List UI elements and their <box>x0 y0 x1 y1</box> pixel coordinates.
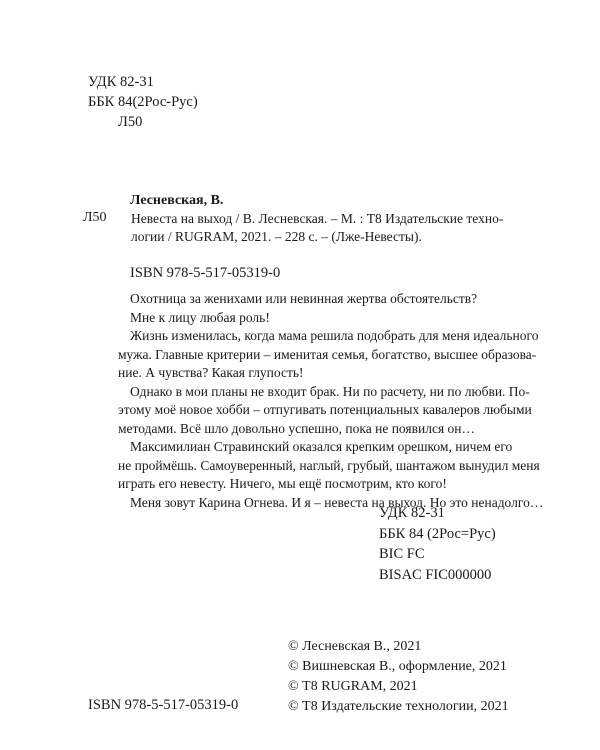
annotation-line: Жизнь изменилась, когда мама решила подобрать для меня идеального <box>130 328 539 343</box>
classification-bbk: ББК 84 (2Рос=Рус) <box>379 525 496 542</box>
annotation-line: ние. А чувства? Какая глупость! <box>118 365 304 380</box>
udk-header-block <box>88 72 198 132</box>
classification-bic: BIC FC <box>379 546 425 562</box>
annotation-line: Охотница за женихами или невинная жертва обстоятельств? <box>130 291 478 306</box>
annotation-line: Мне к лицу любая роль! <box>130 309 270 325</box>
classification-block <box>379 503 496 585</box>
annotation-line: мужа. Главные критерии – именитая семья, богатство, высшее образова- <box>118 346 537 362</box>
biblio-line: логии / RUGRAM, 2021. – 228 с. – (Лже-Невесты). <box>131 229 422 244</box>
bbk-code: ББК 84(2Рос-Рус) <box>88 94 198 110</box>
bibliographic-description <box>131 210 503 246</box>
copyright-line: © Лесневская В., 2021 <box>288 639 422 654</box>
annotation-line: этому моё новое хобби – отпугивать потенциальных кавалеров любыми <box>118 402 532 417</box>
author-name: Лесневская, В. <box>130 193 224 208</box>
classification-udk: УДК 82-31 <box>379 505 445 521</box>
author-mark: Л50 <box>118 114 143 130</box>
isbn-footer: ISBN 978-5-517-05319-0 <box>88 697 239 713</box>
biblio-line: Невеста на выход / В. Лесневская. – М. : Т8 Издательские техно- <box>131 211 504 226</box>
annotation-line: играть его невесту. Ничего, мы ещё посмотрим, кто кого! <box>118 476 447 491</box>
annotation <box>118 290 544 512</box>
copyright-line: © Т8 Издательские технологии, 2021 <box>288 699 509 714</box>
annotation-line: методами. Всё шло довольно успешно, пока не появился он… <box>118 420 476 436</box>
isbn-entry: ISBN 978-5-517-05319-0 <box>130 265 281 281</box>
copyright-line: © Т8 RUGRAM, 2021 <box>288 679 418 694</box>
classification-bisac: BISAC FIC000000 <box>379 566 492 583</box>
annotation-line: Меня зовут Карина Огнева. И я – невеста на выход. Но это ненадолго… <box>130 494 544 510</box>
copyright-notices <box>288 637 509 717</box>
annotation-line: Однако в мои планы не входит брак. Ни по расчету, ни по любви. По- <box>130 383 530 399</box>
annotation-line: не проймёшь. Самоуверенный, наглый, грубый, шантажом вынудил меня <box>118 457 540 473</box>
udk-code: УДК 82-31 <box>88 74 154 90</box>
annotation-line: Максимилиан Стравинский оказался крепким орешком, ничем его <box>130 439 513 454</box>
entry-author-mark: Л50 <box>83 210 107 225</box>
copyright-line: © Вишневская В., оформление, 2021 <box>288 659 507 674</box>
